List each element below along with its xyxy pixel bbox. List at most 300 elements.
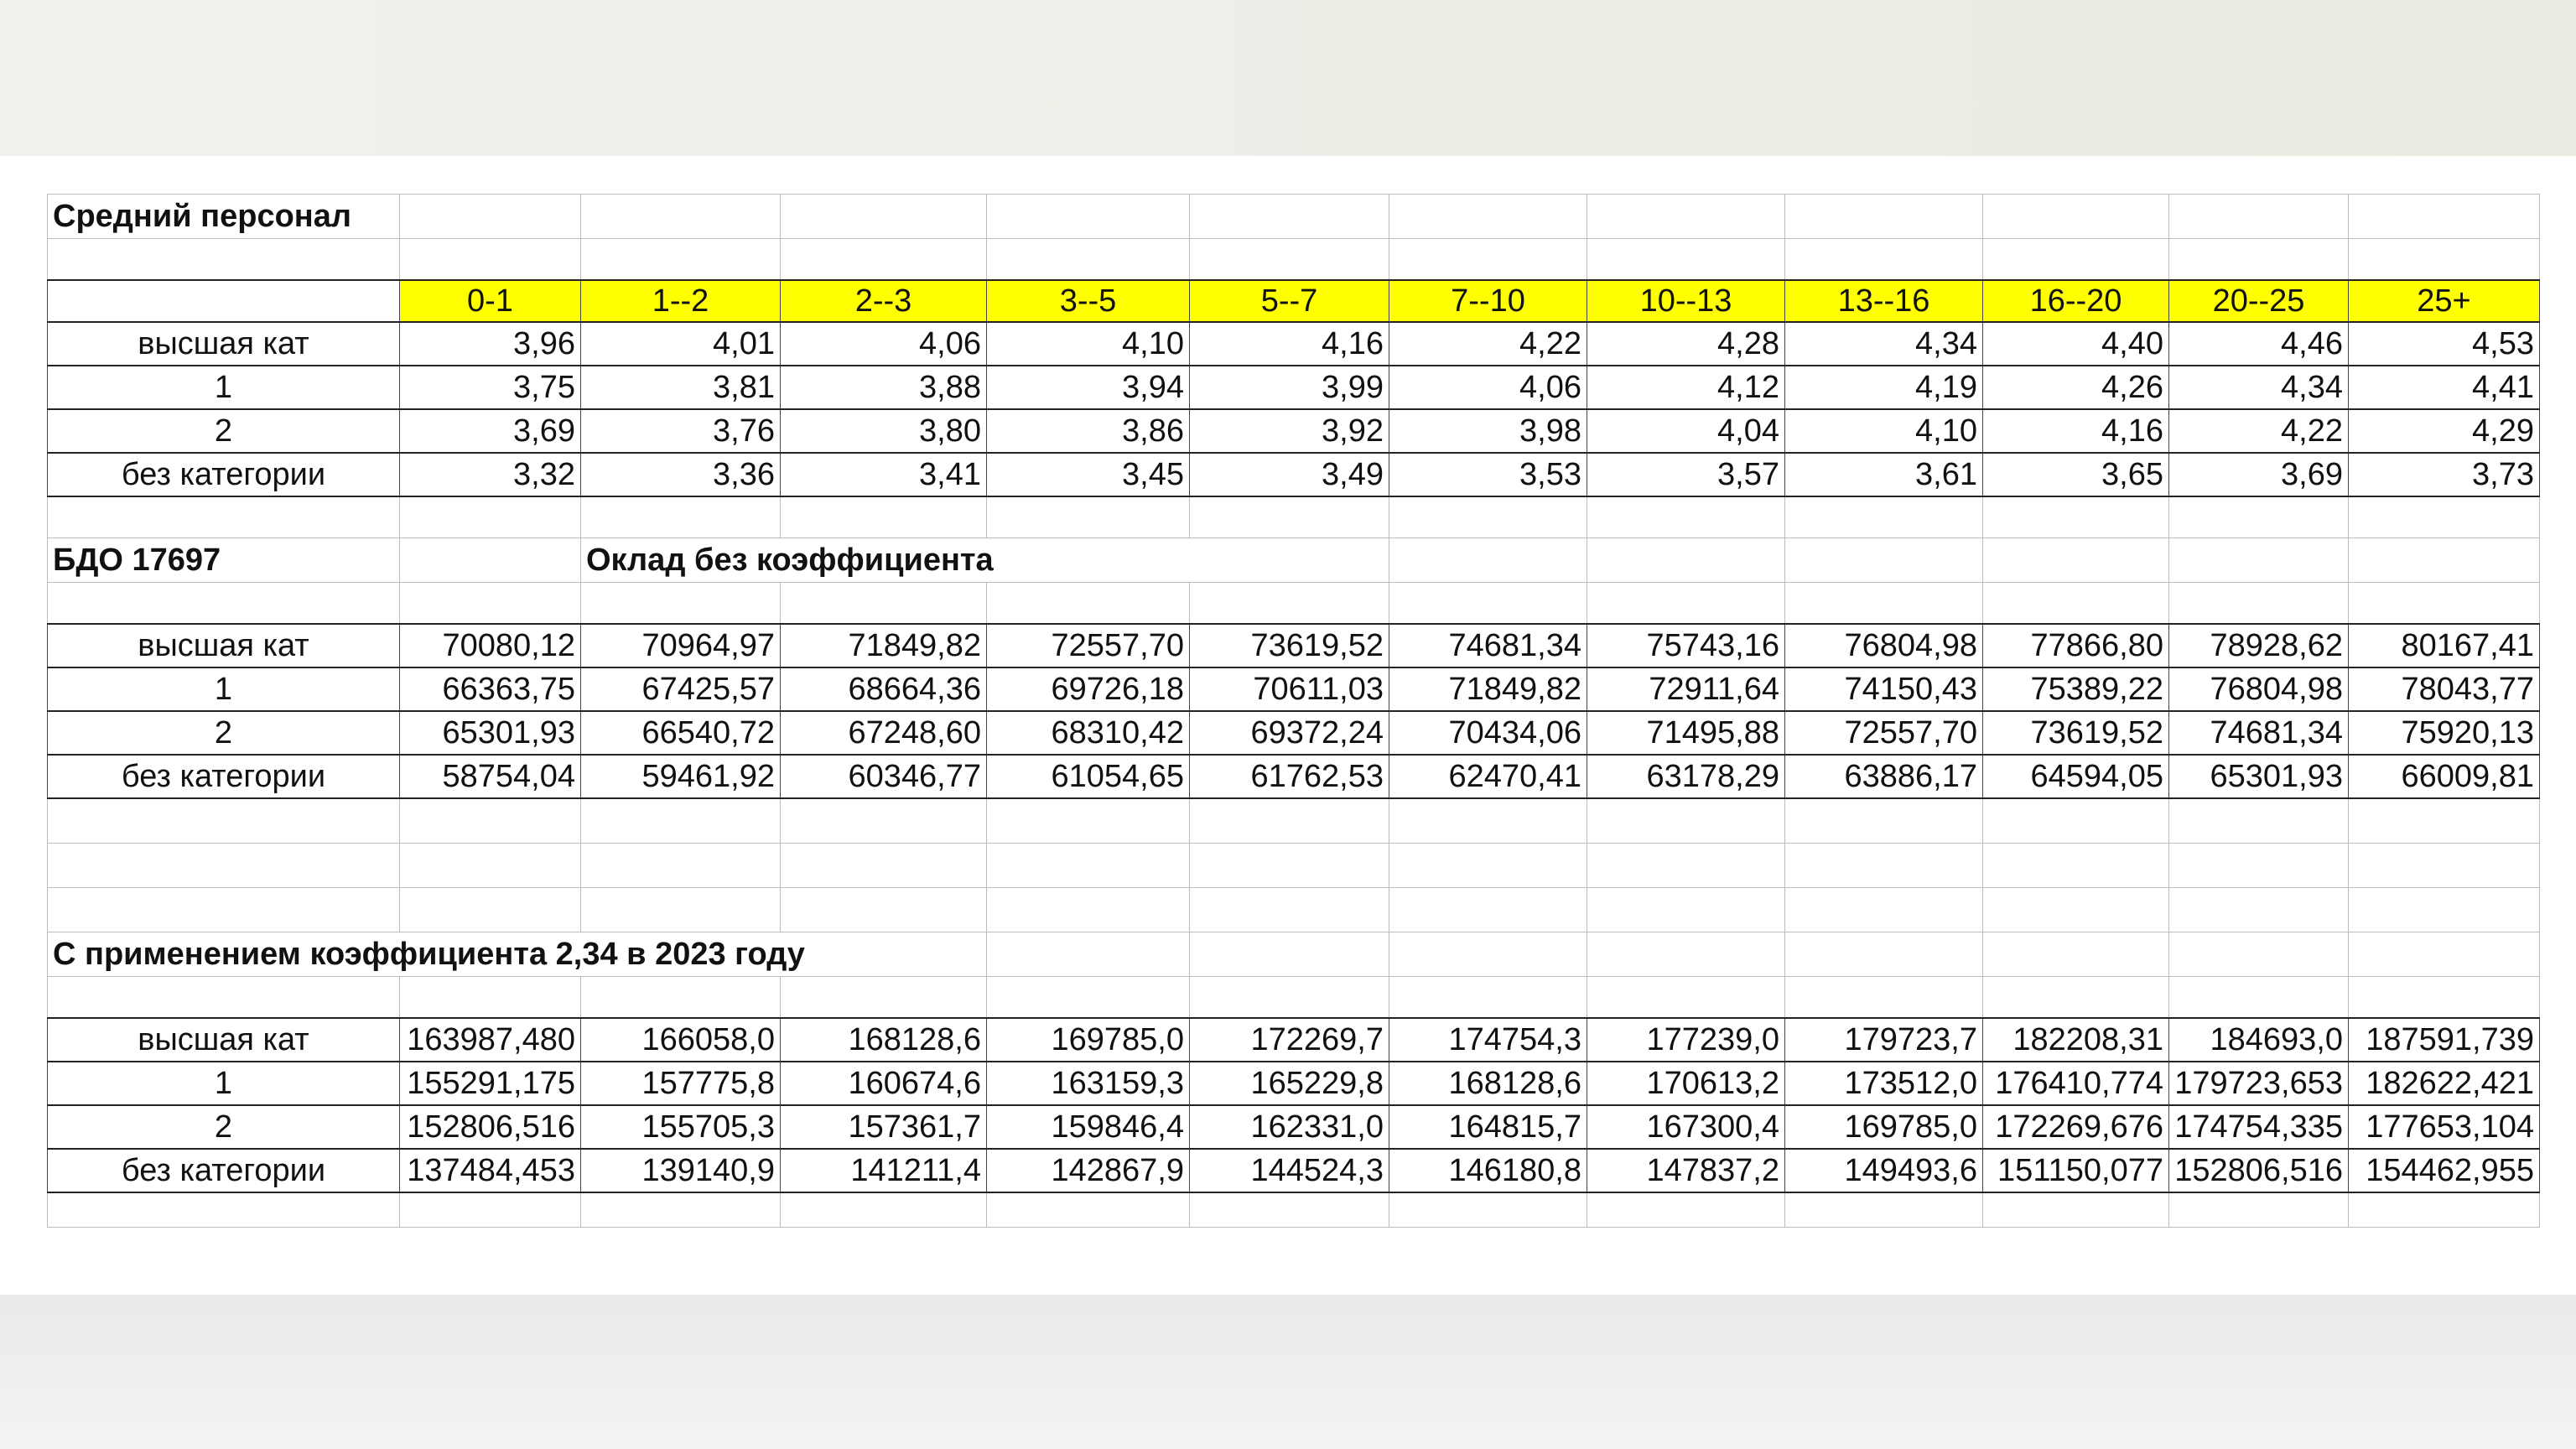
empty-row [48, 583, 2540, 625]
value-cell[interactable]: 3,92 [1190, 409, 1389, 453]
table-cell[interactable] [1190, 977, 1389, 1019]
table-cell[interactable] [400, 583, 581, 625]
value-cell[interactable]: 59461,92 [581, 755, 781, 798]
table-cell[interactable] [781, 888, 987, 932]
value-cell[interactable]: 4,10 [987, 322, 1190, 366]
salary-table [47, 194, 2540, 1228]
value-cell[interactable]: 165229,8 [1190, 1062, 1389, 1105]
value-cell[interactable]: 66363,75 [400, 667, 581, 711]
value-cell[interactable]: 72911,64 [1587, 667, 1785, 711]
value-cell[interactable]: 168128,6 [1389, 1062, 1587, 1105]
value-cell[interactable]: 3,32 [400, 453, 581, 496]
table-cell[interactable] [1785, 239, 1983, 281]
top-background [0, 0, 2576, 156]
value-cell[interactable]: 169785,0 [987, 1018, 1190, 1062]
value-cell[interactable]: 179723,7 [1785, 1018, 1983, 1062]
value-cell[interactable]: 65301,93 [2169, 755, 2349, 798]
value-cell[interactable]: 4,10 [1785, 409, 1983, 453]
value-cell[interactable]: 170613,2 [1587, 1062, 1785, 1105]
column-header[interactable]: 7--10 [1389, 280, 1587, 322]
empty-row [48, 977, 2540, 1019]
table-cell[interactable] [1587, 844, 1785, 888]
table-cell[interactable] [1785, 538, 1983, 583]
table-cell[interactable] [1587, 977, 1785, 1019]
table-cell[interactable] [2349, 798, 2540, 844]
value-cell[interactable]: 70964,97 [581, 624, 781, 667]
value-cell[interactable]: 152806,516 [2169, 1149, 2349, 1192]
table-cell[interactable] [987, 239, 1190, 281]
value-cell[interactable]: 63178,29 [1587, 755, 1785, 798]
table-cell[interactable] [1785, 977, 1983, 1019]
table-cell[interactable] [2349, 844, 2540, 888]
value-cell[interactable]: 3,73 [2349, 453, 2540, 496]
row-label[interactable]: без категории [48, 755, 400, 798]
row-label[interactable]: высшая кат [48, 322, 400, 366]
table-cell[interactable] [400, 798, 581, 844]
table-cell[interactable] [1587, 1192, 1785, 1228]
value-cell[interactable]: 4,34 [2169, 366, 2349, 409]
table-cell[interactable] [1785, 798, 1983, 844]
value-cell[interactable]: 177239,0 [1587, 1018, 1785, 1062]
row-label[interactable]: 1 [48, 667, 400, 711]
table-cell[interactable] [400, 1192, 581, 1228]
table-cell[interactable] [1389, 583, 1587, 625]
value-cell[interactable]: 71849,82 [781, 624, 987, 667]
value-cell[interactable]: 3,69 [2169, 453, 2349, 496]
header-corner[interactable] [48, 280, 400, 322]
table-row [48, 1149, 2540, 1192]
value-cell[interactable]: 4,06 [781, 322, 987, 366]
value-cell[interactable]: 3,49 [1190, 453, 1389, 496]
table-cell[interactable] [1587, 195, 1785, 239]
table-cell[interactable] [2349, 932, 2540, 977]
value-cell[interactable]: 74681,34 [1389, 624, 1587, 667]
value-cell[interactable]: 172269,7 [1190, 1018, 1389, 1062]
table-cell[interactable] [2349, 538, 2540, 583]
value-cell[interactable]: 3,86 [987, 409, 1190, 453]
value-cell[interactable]: 77866,80 [1983, 624, 2169, 667]
value-cell[interactable]: 4,06 [1389, 366, 1587, 409]
table-cell[interactable] [2349, 239, 2540, 281]
table-cell[interactable] [987, 932, 1190, 977]
value-cell[interactable]: 141211,4 [781, 1149, 987, 1192]
table-cell[interactable] [1389, 977, 1587, 1019]
value-cell[interactable]: 4,40 [1983, 322, 2169, 366]
table-cell[interactable] [1190, 195, 1389, 239]
row-label[interactable]: 2 [48, 1105, 400, 1149]
table-cell[interactable] [1785, 888, 1983, 932]
table-cell[interactable] [1785, 844, 1983, 888]
value-cell[interactable]: 4,41 [2349, 366, 2540, 409]
value-cell[interactable]: 3,69 [400, 409, 581, 453]
bottom-background [0, 1295, 2576, 1449]
table-cell[interactable] [2169, 844, 2349, 888]
value-cell[interactable]: 4,53 [2349, 322, 2540, 366]
table-cell[interactable] [400, 195, 581, 239]
table-cell[interactable] [2169, 496, 2349, 538]
table-cell[interactable] [1587, 538, 1785, 583]
value-cell[interactable]: 157775,8 [581, 1062, 781, 1105]
value-cell[interactable]: 3,88 [781, 366, 987, 409]
value-cell[interactable]: 4,04 [1587, 409, 1785, 453]
value-cell[interactable]: 3,61 [1785, 453, 1983, 496]
table-row [48, 366, 2540, 409]
table-cell[interactable] [1587, 888, 1785, 932]
column-header[interactable]: 5--7 [1190, 280, 1389, 322]
column-header[interactable]: 3--5 [987, 280, 1190, 322]
table-cell[interactable] [1785, 496, 1983, 538]
table-cell[interactable] [2349, 888, 2540, 932]
value-cell[interactable]: 3,57 [1587, 453, 1785, 496]
table-cell[interactable] [1190, 583, 1389, 625]
table-cell[interactable] [1983, 932, 2169, 977]
value-cell[interactable]: 67248,60 [781, 711, 987, 755]
value-cell[interactable]: 179723,653 [2169, 1062, 2349, 1105]
table-cell[interactable] [2169, 195, 2349, 239]
table-row [48, 1062, 2540, 1105]
column-header[interactable]: 0-1 [400, 280, 581, 322]
value-cell[interactable]: 4,29 [2349, 409, 2540, 453]
table-cell[interactable] [400, 977, 581, 1019]
table-cell[interactable] [781, 239, 987, 281]
value-cell[interactable]: 3,96 [400, 322, 581, 366]
table-cell[interactable] [1983, 1192, 2169, 1228]
value-cell[interactable]: 3,81 [581, 366, 781, 409]
table-cell[interactable] [1983, 844, 2169, 888]
value-cell[interactable]: 4,22 [1389, 322, 1587, 366]
value-cell[interactable]: 163159,3 [987, 1062, 1190, 1105]
table-cell[interactable] [1389, 195, 1587, 239]
table-cell[interactable] [1389, 932, 1587, 977]
column-header[interactable]: 13--16 [1785, 280, 1983, 322]
table-cell[interactable] [987, 977, 1190, 1019]
value-cell[interactable]: 3,76 [581, 409, 781, 453]
table-cell[interactable] [1983, 239, 2169, 281]
table-cell[interactable] [2349, 195, 2540, 239]
table-cell[interactable] [48, 844, 400, 888]
value-cell[interactable]: 4,19 [1785, 366, 1983, 409]
value-cell[interactable]: 71849,82 [1389, 667, 1587, 711]
table-cell[interactable] [1983, 496, 2169, 538]
table-cell[interactable] [2169, 932, 2349, 977]
table-cell[interactable] [2169, 1192, 2349, 1228]
value-cell[interactable]: 74681,34 [2169, 711, 2349, 755]
value-cell[interactable]: 184693,0 [2169, 1018, 2349, 1062]
table-cell[interactable] [1389, 239, 1587, 281]
table-cell[interactable] [400, 496, 581, 538]
column-header[interactable]: 16--20 [1983, 280, 2169, 322]
table-cell[interactable] [1389, 798, 1587, 844]
value-cell[interactable]: 147837,2 [1587, 1149, 1785, 1192]
value-cell[interactable]: 73619,52 [1190, 624, 1389, 667]
value-cell[interactable]: 187591,739 [2349, 1018, 2540, 1062]
value-cell[interactable]: 3,45 [987, 453, 1190, 496]
table-cell[interactable] [2349, 977, 2540, 1019]
table-cell[interactable] [48, 977, 400, 1019]
table-row [48, 1018, 2540, 1062]
value-cell[interactable]: 155291,175 [400, 1062, 581, 1105]
table-cell[interactable] [1389, 888, 1587, 932]
value-cell[interactable]: 60346,77 [781, 755, 987, 798]
value-cell[interactable]: 173512,0 [1785, 1062, 1983, 1105]
value-cell[interactable]: 160674,6 [781, 1062, 987, 1105]
table-row [48, 1105, 2540, 1149]
value-cell[interactable]: 68310,42 [987, 711, 1190, 755]
section-subtitle[interactable]: Оклад без коэффициента [581, 538, 1389, 583]
table-cell[interactable] [781, 496, 987, 538]
value-cell[interactable]: 4,12 [1587, 366, 1785, 409]
value-cell[interactable]: 71495,88 [1587, 711, 1785, 755]
value-cell[interactable]: 70611,03 [1190, 667, 1389, 711]
row-label[interactable]: высшая кат [48, 1018, 400, 1062]
value-cell[interactable]: 4,46 [2169, 322, 2349, 366]
value-cell[interactable]: 3,41 [781, 453, 987, 496]
table-cell[interactable] [2169, 583, 2349, 625]
value-cell[interactable]: 142867,9 [987, 1149, 1190, 1192]
table-cell[interactable] [581, 239, 781, 281]
table-cell[interactable] [1190, 932, 1389, 977]
value-cell[interactable]: 64594,05 [1983, 755, 2169, 798]
value-cell[interactable]: 78928,62 [2169, 624, 2349, 667]
value-cell[interactable]: 151150,077 [1983, 1149, 2169, 1192]
value-cell[interactable]: 80167,41 [2349, 624, 2540, 667]
row-label[interactable]: 1 [48, 1062, 400, 1105]
value-cell[interactable]: 4,16 [1983, 409, 2169, 453]
table-cell[interactable] [2349, 583, 2540, 625]
table-cell[interactable] [581, 844, 781, 888]
value-cell[interactable]: 3,75 [400, 366, 581, 409]
value-cell[interactable]: 4,28 [1587, 322, 1785, 366]
value-cell[interactable]: 177653,104 [2349, 1105, 2540, 1149]
table-cell[interactable] [48, 239, 400, 281]
table-cell[interactable] [2169, 977, 2349, 1019]
value-cell[interactable]: 3,94 [987, 366, 1190, 409]
value-cell[interactable]: 162331,0 [1190, 1105, 1389, 1149]
table-cell[interactable] [581, 977, 781, 1019]
value-cell[interactable]: 69372,24 [1190, 711, 1389, 755]
table-cell[interactable] [400, 888, 581, 932]
value-cell[interactable]: 76804,98 [2169, 667, 2349, 711]
table-cell[interactable] [1983, 195, 2169, 239]
value-cell[interactable]: 76804,98 [1785, 624, 1983, 667]
table-row [48, 667, 2540, 711]
value-cell[interactable]: 73619,52 [1983, 711, 2169, 755]
value-cell[interactable]: 172269,676 [1983, 1105, 2169, 1149]
value-cell[interactable]: 3,36 [581, 453, 781, 496]
table-row [48, 624, 2540, 667]
value-cell[interactable]: 61762,53 [1190, 755, 1389, 798]
column-header[interactable]: 10--13 [1587, 280, 1785, 322]
table-cell[interactable] [987, 888, 1190, 932]
value-cell[interactable]: 4,34 [1785, 322, 1983, 366]
table-cell[interactable] [1785, 1192, 1983, 1228]
value-cell[interactable]: 66009,81 [2349, 755, 2540, 798]
value-cell[interactable]: 4,22 [2169, 409, 2349, 453]
table-cell[interactable] [1587, 932, 1785, 977]
value-cell[interactable]: 176410,774 [1983, 1062, 2169, 1105]
value-cell[interactable]: 182622,421 [2349, 1062, 2540, 1105]
value-cell[interactable]: 65301,93 [400, 711, 581, 755]
table-cell[interactable] [987, 583, 1190, 625]
table-cell[interactable] [1190, 888, 1389, 932]
value-cell[interactable]: 164815,7 [1389, 1105, 1587, 1149]
value-cell[interactable]: 75920,13 [2349, 711, 2540, 755]
table-cell[interactable] [781, 844, 987, 888]
table-cell[interactable] [48, 1192, 400, 1228]
value-cell[interactable]: 157361,7 [781, 1105, 987, 1149]
value-cell[interactable]: 4,16 [1190, 322, 1389, 366]
value-cell[interactable]: 149493,6 [1785, 1149, 1983, 1192]
table-cell[interactable] [400, 538, 581, 583]
table-cell[interactable] [581, 798, 781, 844]
table-cell[interactable] [1190, 1192, 1389, 1228]
table-cell[interactable] [48, 496, 400, 538]
row-label[interactable]: высшая кат [48, 624, 400, 667]
row-label[interactable]: 1 [48, 366, 400, 409]
table-cell[interactable] [2169, 798, 2349, 844]
table-cell[interactable] [987, 1192, 1190, 1228]
value-cell[interactable]: 68664,36 [781, 667, 987, 711]
table-cell[interactable] [1190, 798, 1389, 844]
column-header[interactable]: 1--2 [581, 280, 781, 322]
table-row [48, 711, 2540, 755]
row-label[interactable]: без категории [48, 1149, 400, 1192]
value-cell[interactable]: 4,01 [581, 322, 781, 366]
value-cell[interactable]: 61054,65 [987, 755, 1190, 798]
value-cell[interactable]: 70080,12 [400, 624, 581, 667]
table-cell[interactable] [48, 583, 400, 625]
value-cell[interactable]: 3,98 [1389, 409, 1587, 453]
value-cell[interactable]: 154462,955 [2349, 1149, 2540, 1192]
section-title[interactable]: Средний персонал [48, 195, 400, 239]
value-cell[interactable]: 152806,516 [400, 1105, 581, 1149]
value-cell[interactable]: 146180,8 [1389, 1149, 1587, 1192]
table-cell[interactable] [48, 798, 400, 844]
table-cell[interactable] [1190, 239, 1389, 281]
table-cell[interactable] [400, 239, 581, 281]
value-cell[interactable]: 139140,9 [581, 1149, 781, 1192]
section-title[interactable]: БДО 17697 [48, 538, 400, 583]
table-cell[interactable] [1587, 239, 1785, 281]
table-cell[interactable] [1983, 977, 2169, 1019]
table-cell[interactable] [781, 798, 987, 844]
value-cell[interactable]: 159846,4 [987, 1105, 1190, 1149]
table-cell[interactable] [2169, 239, 2349, 281]
value-cell[interactable]: 168128,6 [781, 1018, 987, 1062]
table-cell[interactable] [1190, 844, 1389, 888]
table-cell[interactable] [581, 888, 781, 932]
value-cell[interactable]: 166058,0 [581, 1018, 781, 1062]
table-cell[interactable] [1983, 583, 2169, 625]
empty-row [48, 239, 2540, 281]
table-cell[interactable] [2169, 538, 2349, 583]
value-cell[interactable]: 155705,3 [581, 1105, 781, 1149]
value-cell[interactable]: 3,53 [1389, 453, 1587, 496]
table-cell[interactable] [781, 1192, 987, 1228]
table-row [48, 322, 2540, 366]
value-cell[interactable]: 66540,72 [581, 711, 781, 755]
header-row [48, 280, 2540, 322]
table-cell[interactable] [1785, 932, 1983, 977]
value-cell[interactable]: 182208,31 [1983, 1018, 2169, 1062]
table-cell[interactable] [987, 798, 1190, 844]
table-cell[interactable] [1785, 583, 1983, 625]
table-cell[interactable] [1389, 496, 1587, 538]
table-cell[interactable] [581, 583, 781, 625]
value-cell[interactable]: 72557,70 [987, 624, 1190, 667]
table-cell[interactable] [1190, 496, 1389, 538]
value-cell[interactable]: 75389,22 [1983, 667, 2169, 711]
value-cell[interactable]: 167300,4 [1587, 1105, 1785, 1149]
table-cell[interactable] [581, 1192, 781, 1228]
value-cell[interactable]: 62470,41 [1389, 755, 1587, 798]
column-header[interactable]: 25+ [2349, 280, 2540, 322]
table-cell[interactable] [987, 195, 1190, 239]
value-cell[interactable]: 69726,18 [987, 667, 1190, 711]
value-cell[interactable]: 163987,480 [400, 1018, 581, 1062]
table-cell[interactable] [1983, 798, 2169, 844]
value-cell[interactable]: 63886,17 [1785, 755, 1983, 798]
table-cell[interactable] [1983, 538, 2169, 583]
table-cell[interactable] [987, 844, 1190, 888]
value-cell[interactable]: 67425,57 [581, 667, 781, 711]
table-cell[interactable] [1389, 538, 1587, 583]
table-cell[interactable] [1389, 1192, 1587, 1228]
table-cell[interactable] [1389, 844, 1587, 888]
column-header[interactable]: 20--25 [2169, 280, 2349, 322]
table-cell[interactable] [2349, 1192, 2540, 1228]
table-cell[interactable] [781, 195, 987, 239]
table-cell[interactable] [987, 496, 1190, 538]
value-cell[interactable]: 3,99 [1190, 366, 1389, 409]
value-cell[interactable]: 3,65 [1983, 453, 2169, 496]
table-cell[interactable] [2169, 888, 2349, 932]
value-cell[interactable]: 169785,0 [1785, 1105, 1983, 1149]
table-cell[interactable] [1983, 888, 2169, 932]
table-cell[interactable] [581, 195, 781, 239]
value-cell[interactable]: 58754,04 [400, 755, 581, 798]
row-label[interactable]: без категории [48, 453, 400, 496]
column-header[interactable]: 2--3 [781, 280, 987, 322]
value-cell[interactable]: 78043,77 [2349, 667, 2540, 711]
value-cell[interactable]: 3,80 [781, 409, 987, 453]
value-cell[interactable]: 4,26 [1983, 366, 2169, 409]
table-cell[interactable] [400, 844, 581, 888]
value-cell[interactable]: 174754,335 [2169, 1105, 2349, 1149]
table-cell[interactable] [1785, 195, 1983, 239]
value-cell[interactable]: 75743,16 [1587, 624, 1785, 667]
table-cell[interactable] [48, 888, 400, 932]
table-row [48, 755, 2540, 798]
row-label[interactable]: 2 [48, 409, 400, 453]
empty-row [48, 496, 2540, 538]
table-cell[interactable] [581, 496, 781, 538]
value-cell[interactable]: 144524,3 [1190, 1149, 1389, 1192]
table-cell[interactable] [781, 977, 987, 1019]
table-cell[interactable] [1587, 496, 1785, 538]
table-cell[interactable] [1587, 583, 1785, 625]
table-cell[interactable] [2349, 496, 2540, 538]
value-cell[interactable]: 70434,06 [1389, 711, 1587, 755]
value-cell[interactable]: 72557,70 [1785, 711, 1983, 755]
row-label[interactable]: 2 [48, 711, 400, 755]
table-cell[interactable] [781, 583, 987, 625]
table-cell[interactable] [1587, 798, 1785, 844]
value-cell[interactable]: 174754,3 [1389, 1018, 1587, 1062]
value-cell[interactable]: 74150,43 [1785, 667, 1983, 711]
value-cell[interactable]: 137484,453 [400, 1149, 581, 1192]
section-title[interactable]: С применением коэффициента 2,34 в 2023 году [48, 932, 987, 977]
